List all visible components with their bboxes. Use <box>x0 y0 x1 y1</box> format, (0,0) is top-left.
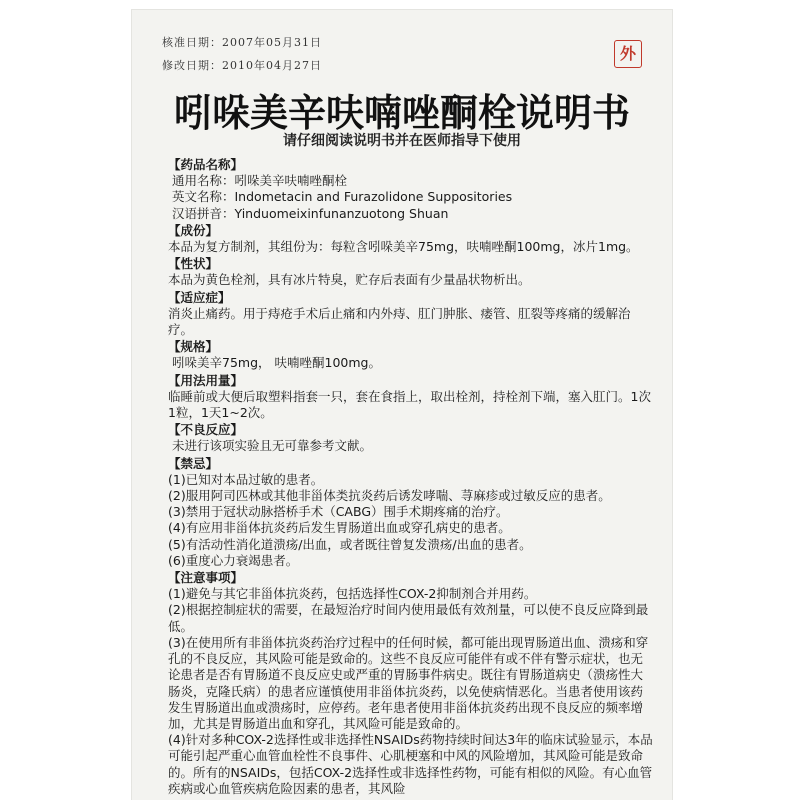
section-heading-composition: 【 成份 】 <box>168 223 654 239</box>
adverse-text: 未进行该项实验且无可靠参考文献。 <box>172 438 373 454</box>
contra-item-5: (5)有活动性消化道溃疡/出血，或者既往曾复发溃疡/出血的患者。 <box>168 536 532 552</box>
contra-item-4: (4)有应用非甾体抗炎药后发生胃肠道出血或穿孔病史的患者。 <box>168 520 511 536</box>
appearance-text: 本品为黄色栓剂，具有冰片特臭，贮存后表面有少量晶状物析出。 <box>168 272 531 288</box>
section-heading-cautions: 【 注意事项 】 <box>168 570 654 586</box>
caution-item-4: (4)针对多种COX-2选择性或非选择性NSAIDs药物持续时间达3年的临床试验显示，本品可能引起严重心血管血栓性不良事件、心肌梗塞和中风的风险增加，其风险可能是致命的。所有的NSAIDs，包括COX-2选择性或非选择性药物，可能有相似的风险。有心血管疾病或心血管疾病危险因素的患者，其风险 <box>168 732 653 796</box>
contra-item-6: (6)重度心力衰竭患者。 <box>168 552 299 568</box>
usage-text: 临睡前或大便后取塑料指套一只，套在食指上，取出栓剂，持栓剂下端，塞入肛门。1次1粒，1天1~2次。 <box>168 388 651 421</box>
contra-item-2: (2)服用阿司匹林或其他非甾体类抗炎药后诱发哮喘、荨麻疹或过敏反应的患者。 <box>168 488 611 504</box>
instruction-sheet <box>132 10 672 800</box>
section-heading-contra: 【 禁忌 】 <box>168 456 654 472</box>
revision-date: 修改日期：2010年04月27日 <box>162 59 322 72</box>
english-name: 英文名称：Indometacin and Furazolidone Suppositories <box>172 189 513 205</box>
caution-item-3: (3)在使用所有非甾体抗炎药治疗过程中的任何时候，都可能出现胃肠道出血、溃疡和穿孔的不良反应，其风险可能是致命的。这些不良反应可能伴有或不伴有警示症状，也无论患者是否有胃肠道不良反应史或严重的胃肠事件病史。既往有胃肠道病史（溃疡性大肠炎，克隆氏病）的患者应谨慎使用非甾体抗炎药，以免使病情恶化。当患者使用该药发生胃肠道出血或溃疡时，应停药。老年患者使用非甾体抗炎药出现不良反应的频率增加，尤其是胃肠道出血和穿孔，其风险可能是致命的。 <box>168 634 649 731</box>
caution-item-1: (1)避免与其它非甾体抗炎药，包括选择性COX-2抑制剂合并用药。 <box>168 586 537 602</box>
page-title: 吲哚美辛呋喃唑酮栓说明书 <box>173 91 630 135</box>
section-heading-adverse: 【 不良反应 】 <box>168 422 654 438</box>
section-heading-name: 【 药品名称 】 <box>168 157 654 173</box>
section-heading-indications: 【 适应症 】 <box>168 290 654 306</box>
page-subtitle: 请仔细阅读说明书并在医师指导下使用 <box>283 133 521 149</box>
caution-item-2: (2)根据控制症状的需要，在最短治疗时间内使用最低有效剂量，可以使不良反应降到最低。 <box>168 602 649 634</box>
contra-item-1: (1)已知对本品过敏的患者。 <box>168 471 324 487</box>
spec-text: 吲哚美辛75mg， 呋喃唑酮100mg。 <box>172 355 381 371</box>
section-heading-spec: 【 规格 】 <box>168 339 654 355</box>
generic-name: 通用名称：吲哚美辛呋喃唑酮栓 <box>172 173 348 189</box>
contra-item-3: (3)禁用于冠状动脉搭桥手术（CABG）围手术期疼痛的治疗。 <box>168 504 509 520</box>
pinyin-name: 汉语拼音：Yinduomeixinfunanzuotong Shuan <box>172 205 449 221</box>
external-use-badge: 外 <box>614 40 642 68</box>
composition-text: 本品为复方制剂，其组份为：每粒含吲哚美辛75mg，呋喃唑酮100mg，冰片1mg。 <box>168 239 639 255</box>
indications-text: 消炎止痛药。用于痔疮手术后止痛和内外痔、肛门肿胀、瘘管、肛裂等疼痛的缓解治疗。 <box>168 305 631 338</box>
section-heading-usage: 【 用法用量 】 <box>168 373 654 389</box>
approval-date: 核准日期：2007年05月31日 <box>162 36 322 49</box>
document-body <box>168 156 654 797</box>
section-heading-appearance: 【 性状 】 <box>168 256 654 272</box>
